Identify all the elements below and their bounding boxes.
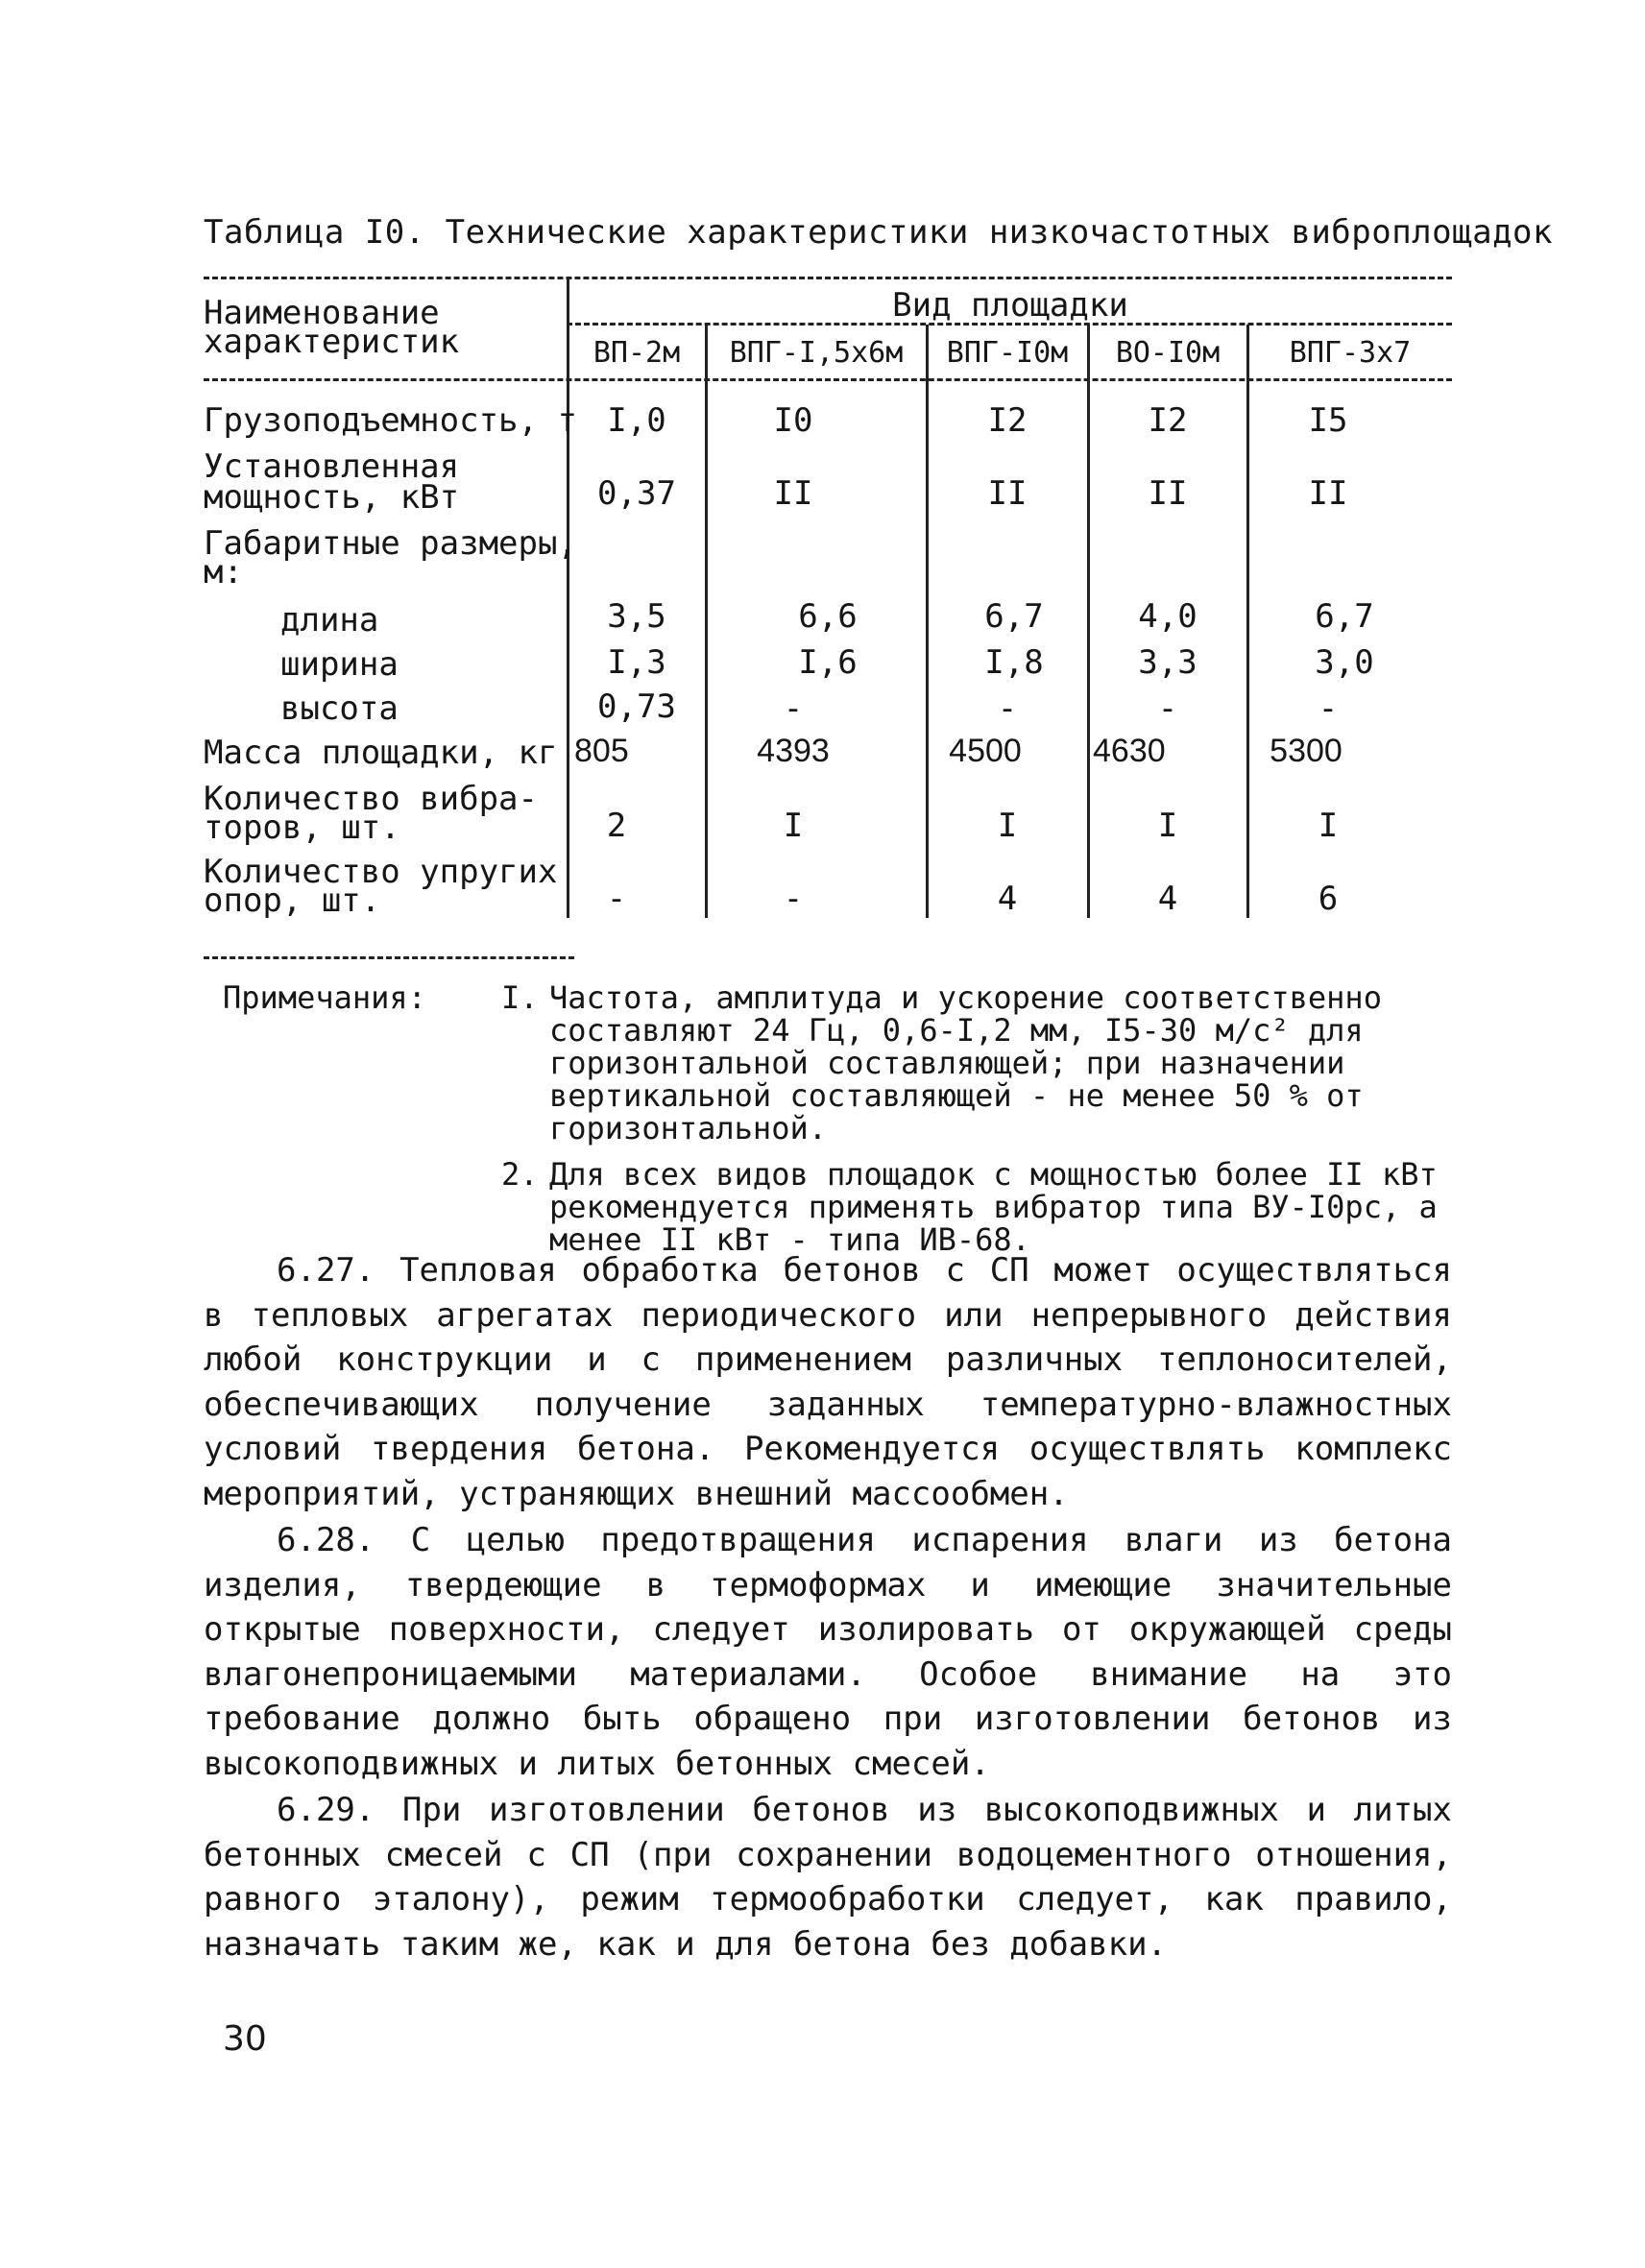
row-value: 2 — [606, 807, 627, 845]
row-value: 3,5 — [607, 597, 666, 636]
row-value: I,8 — [984, 643, 1044, 682]
header-type-5: ВПГ-3x7 — [1289, 336, 1412, 370]
row-value: 805 — [574, 733, 629, 769]
table-top-rule — [204, 277, 1452, 279]
paragraph-6-28: 6.28. С целью предотвращения испарения влаги из бетона изделия, твердеющие в термоформах и имеющие значительные открытые поверхности, следует изолировать от окружающей среды влагонепроницаемыми материалами. Особое внимание на это требование должно быть обращено при изготовлении бетонов из высокоподвижных и литых бетонных смесей. — [204, 1521, 1452, 1783]
row-value: 3,3 — [1138, 643, 1197, 682]
specs-table — [204, 277, 1452, 968]
row-value: I,6 — [798, 643, 858, 682]
body-text — [204, 1248, 1452, 1966]
row-value: II — [1308, 474, 1348, 513]
row-label: м: — [204, 553, 243, 591]
row-label: Габаритные размеры, — [204, 524, 577, 563]
header-type-3: ВПГ-I0м — [946, 336, 1069, 370]
header-name-line-1: Наименование — [204, 294, 440, 332]
table-bottom-rule — [204, 956, 574, 959]
row-label: торов, шт. — [204, 808, 400, 847]
header-bottom-rule — [204, 378, 1452, 381]
row-value: I2 — [1148, 401, 1188, 440]
notes-label: Примечания: — [223, 979, 426, 1016]
row-value: I — [783, 807, 804, 845]
page-number: 30 — [223, 2019, 267, 2059]
row-label: Количество вибра- — [204, 780, 538, 818]
header-group: Вид площадки — [892, 286, 1128, 325]
row-value: - — [1157, 689, 1178, 728]
row-value: 3,0 — [1315, 643, 1374, 682]
row-value: 4 — [997, 880, 1018, 918]
note-item — [223, 981, 1471, 1145]
row-value: I0 — [773, 401, 813, 440]
row-label: ширина — [280, 645, 399, 684]
header-type-1: ВП-2м — [593, 336, 681, 370]
note-number: I. — [501, 979, 539, 1016]
row-value: 5300 — [1270, 733, 1343, 769]
row-value: 0,37 — [597, 474, 676, 513]
row-label: Масса площадки, кг — [204, 734, 558, 772]
table-notes — [223, 981, 1471, 1269]
row-value: 6,6 — [798, 597, 858, 636]
row-value: 0,73 — [597, 688, 676, 726]
row-label: высота — [280, 689, 399, 728]
note-text: Для всех видов площадок с мощностью более II кВт рекомендуется применять вибратор типа ВУ-I0рс, а менее II кВт - типа ИВ-68. — [549, 1156, 1438, 1258]
row-value: 4393 — [757, 733, 830, 769]
row-value: I — [997, 807, 1018, 845]
row-label: Установленная — [204, 447, 460, 486]
header-type-2: ВПГ-I,5x6м — [729, 336, 904, 370]
row-value: I — [1318, 807, 1339, 845]
row-value: 4,0 — [1138, 597, 1197, 636]
note-text: Частота, амплитуда и ускорение соответственно составляют 24 Гц, 0,6-I,2 мм, I5-30 м/с² для горизонтальной составляющей; при назначении вертикальной составляющей - не менее 50 % от горизонтальной. — [549, 979, 1382, 1146]
note-item — [223, 1158, 1471, 1256]
table-caption: Таблица I0. Технические характеристики низкочастотных виброплощадок — [204, 213, 1553, 252]
row-value: 4630 — [1093, 733, 1166, 769]
row-value: - — [606, 880, 627, 918]
row-value: 6 — [1318, 880, 1339, 918]
row-label: мощность, кВт — [204, 478, 460, 517]
row-value: II — [773, 474, 813, 513]
row-value: II — [1148, 474, 1188, 513]
row-label: Грузоподъемность, т — [204, 401, 577, 440]
row-value: - — [783, 689, 804, 728]
row-value: - — [997, 689, 1018, 728]
row-value: I — [1157, 807, 1178, 845]
row-value: I,3 — [607, 643, 666, 682]
row-label: длина — [280, 601, 379, 639]
row-value: 4500 — [949, 733, 1022, 769]
row-label: опор, шт. — [204, 881, 381, 920]
row-value: - — [783, 880, 804, 918]
row-value: I,0 — [607, 401, 666, 440]
note-number: 2. — [501, 1156, 539, 1193]
header-name-line-2: характеристик — [204, 323, 460, 361]
row-label: Количество упругих — [204, 853, 558, 891]
row-value: I5 — [1308, 401, 1348, 440]
row-value: II — [987, 474, 1028, 513]
row-value: I2 — [987, 401, 1028, 440]
row-value: - — [1318, 689, 1339, 728]
paragraph-6-27: 6.27. Тепловая обработка бетонов с СП может осуществляться в тепловых агрегатах периодического или непрерывного действия любой конструкции и с применением различных теплоносителей, обеспечивающих получение заданных температурно-влажностных условий твердения бетона. Рекомендуется осуществлять комплекс мероприятий, устраняющих внешний массообмен. — [204, 1251, 1452, 1513]
paragraph-6-29: 6.29. При изготовлении бетонов из высокоподвижных и литых бетонных смесей с СП (при сохранении водоцементного отношения, равного эталону), режим термообработки следует, как правило, назначать таким же, как и для бетона без добавки. — [204, 1791, 1452, 1964]
row-value: 4 — [1157, 880, 1178, 918]
row-value: 6,7 — [1315, 597, 1374, 636]
header-type-4: ВО-I0м — [1115, 336, 1221, 370]
row-value: 6,7 — [984, 597, 1044, 636]
